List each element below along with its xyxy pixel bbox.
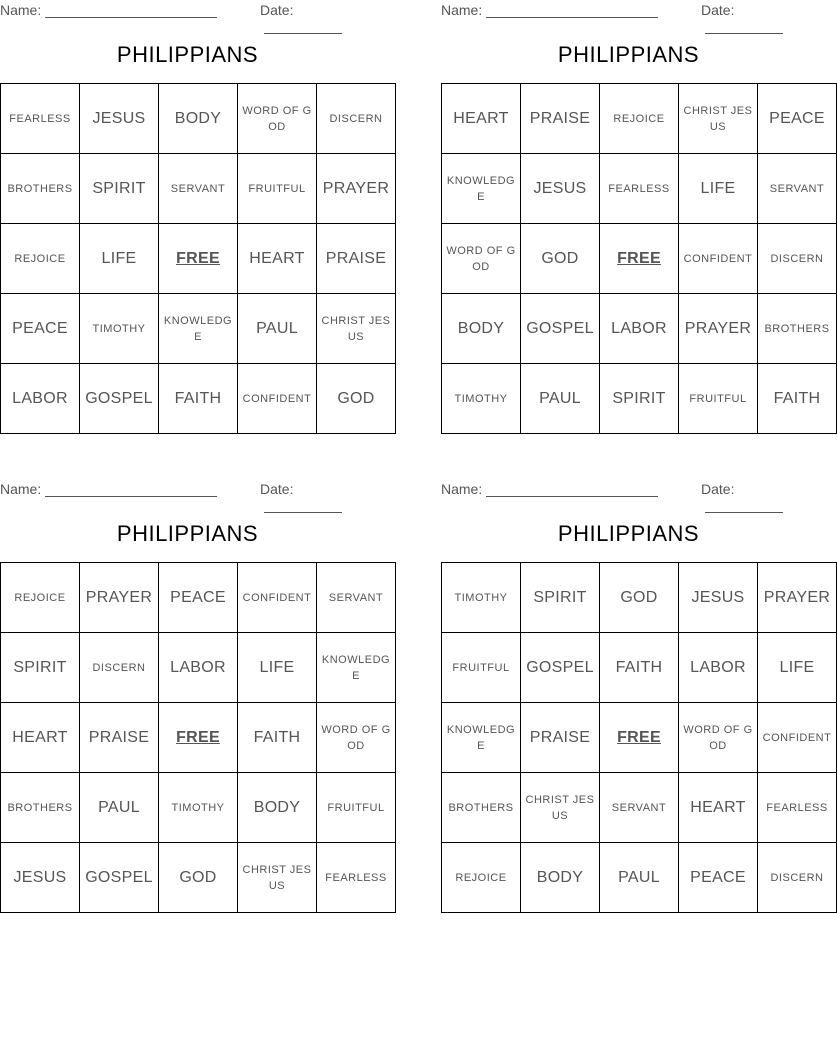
bingo-cell: PEACE [679, 843, 758, 913]
bingo-cell: BODY [442, 294, 521, 364]
bingo-cell: BODY [159, 84, 238, 154]
bingo-cell: GOD [600, 563, 679, 633]
bingo-cell: PRAISE [521, 84, 600, 154]
bingo-cell: BROTHERS [442, 773, 521, 843]
bingo-cell: REJOICE [600, 84, 679, 154]
bingo-cell: CONFIDENT [238, 364, 317, 434]
grid-row [1, 154, 396, 224]
bingo-cell: KNOWLEDGE [159, 294, 238, 364]
grid-row [1, 633, 396, 703]
bingo-cell: LABOR [600, 294, 679, 364]
bingo-cell: LIFE [80, 224, 159, 294]
bingo-grid [441, 83, 837, 434]
grid-row [442, 364, 837, 434]
date-line [705, 21, 783, 34]
bingo-card-1 [0, 0, 391, 407]
bingo-cell: FAITH [600, 633, 679, 703]
grid-row [1, 364, 396, 434]
bingo-cell: LIFE [238, 633, 317, 703]
bingo-cell: FREE [159, 703, 238, 773]
bingo-cell: DISCERN [317, 84, 396, 154]
bingo-cell: PRAYER [679, 294, 758, 364]
bingo-cell: FRUITFUL [238, 154, 317, 224]
card-header [441, 479, 816, 501]
bingo-cell: JESUS [679, 563, 758, 633]
bingo-cell: TIMOTHY [80, 294, 159, 364]
grid-row [442, 843, 837, 913]
bingo-cell: BROTHERS [1, 154, 80, 224]
date-line [264, 500, 342, 513]
bingo-cell: TIMOTHY [159, 773, 238, 843]
bingo-cell: PEACE [159, 563, 238, 633]
bingo-cell: CONFIDENT [758, 703, 837, 773]
bingo-cell: FAITH [758, 364, 837, 434]
name-label: Name: [441, 481, 483, 497]
bingo-cell: SERVANT [758, 154, 837, 224]
card-header [441, 0, 816, 22]
grid-row [1, 703, 396, 773]
name-label: Name: [0, 481, 42, 497]
bingo-cell: REJOICE [442, 843, 521, 913]
bingo-cell: KNOWLEDGE [442, 703, 521, 773]
name-line [486, 5, 658, 18]
card-title: PHILIPPIANS [557, 42, 700, 67]
bingo-cell: FAITH [238, 703, 317, 773]
name-line [45, 484, 217, 497]
bingo-cell: CHRIST JESUS [521, 773, 600, 843]
bingo-cell: FEARLESS [758, 773, 837, 843]
card-title: PHILIPPIANS [116, 42, 259, 67]
date-label: Date: [701, 481, 735, 497]
grid-row [442, 703, 837, 773]
grid-row [442, 633, 837, 703]
name-label: Name: [0, 2, 42, 18]
bingo-cell: JESUS [521, 154, 600, 224]
grid-row [1, 843, 396, 913]
bingo-card-2 [441, 0, 830, 407]
bingo-card-4 [441, 479, 832, 886]
bingo-cell: SPIRIT [521, 563, 600, 633]
bingo-cell: BODY [238, 773, 317, 843]
grid-row [1, 294, 396, 364]
bingo-cell: GOSPEL [521, 294, 600, 364]
bingo-cell: PRAYER [80, 563, 159, 633]
grid-row [1, 773, 396, 843]
name-line [45, 5, 217, 18]
bingo-cell: FRUITFUL [442, 633, 521, 703]
bingo-cell: DISCERN [758, 843, 837, 913]
bingo-cell: LIFE [679, 154, 758, 224]
bingo-cell: PEACE [758, 84, 837, 154]
bingo-cell: BODY [521, 843, 600, 913]
bingo-cell: CONFIDENT [679, 224, 758, 294]
bingo-cell: CHRIST JESUS [679, 84, 758, 154]
bingo-cell: FRUITFUL [679, 364, 758, 434]
bingo-cell: LABOR [159, 633, 238, 703]
bingo-cell: GOSPEL [80, 843, 159, 913]
bingo-cell: TIMOTHY [442, 364, 521, 434]
card-title: PHILIPPIANS [557, 521, 700, 546]
grid-row [1, 563, 396, 633]
bingo-cell: LIFE [758, 633, 837, 703]
bingo-cell: FAITH [159, 364, 238, 434]
bingo-cell: LABOR [1, 364, 80, 434]
date-line [264, 21, 342, 34]
bingo-cell: FREE [600, 224, 679, 294]
bingo-cell: HEART [238, 224, 317, 294]
card-header [0, 0, 375, 22]
bingo-cell: HEART [442, 84, 521, 154]
grid-row [442, 294, 837, 364]
bingo-cell: REJOICE [1, 224, 80, 294]
bingo-cell: GOSPEL [80, 364, 159, 434]
bingo-cell: LABOR [679, 633, 758, 703]
bingo-cell: JESUS [1, 843, 80, 913]
bingo-cell: FREE [600, 703, 679, 773]
bingo-cell: PRAYER [317, 154, 396, 224]
date-label: Date: [260, 481, 294, 497]
bingo-cell: PAUL [521, 364, 600, 434]
bingo-cell: SERVANT [159, 154, 238, 224]
bingo-cell: FEARLESS [1, 84, 80, 154]
grid-row [442, 224, 837, 294]
grid-row [1, 224, 396, 294]
date-label: Date: [701, 2, 735, 18]
bingo-cell: SERVANT [317, 563, 396, 633]
bingo-cell: TIMOTHY [442, 563, 521, 633]
grid-row [442, 84, 837, 154]
bingo-cell: SPIRIT [1, 633, 80, 703]
card-header [0, 479, 375, 501]
name-label: Name: [441, 2, 483, 18]
bingo-cell: WORD OF GOD [317, 703, 396, 773]
bingo-cell: SPIRIT [80, 154, 159, 224]
grid-row [442, 773, 837, 843]
bingo-cell: DISCERN [758, 224, 837, 294]
bingo-cell: JESUS [80, 84, 159, 154]
bingo-cell: SPIRIT [600, 364, 679, 434]
bingo-grid [441, 562, 837, 913]
date-label: Date: [260, 2, 294, 18]
bingo-cell: CHRIST JESUS [317, 294, 396, 364]
bingo-grid [0, 83, 396, 434]
bingo-cell: PAUL [238, 294, 317, 364]
bingo-cell: PEACE [1, 294, 80, 364]
bingo-cell: HEART [1, 703, 80, 773]
bingo-cell: WORD OF GOD [679, 703, 758, 773]
bingo-cell: WORD OF GOD [238, 84, 317, 154]
bingo-cell: PAUL [80, 773, 159, 843]
bingo-cell: KNOWLEDGE [317, 633, 396, 703]
bingo-grid [0, 562, 396, 913]
bingo-card-3 [0, 479, 391, 892]
bingo-cell: GOD [159, 843, 238, 913]
bingo-cell: CONFIDENT [238, 563, 317, 633]
bingo-cell: PRAISE [521, 703, 600, 773]
bingo-cell: FEARLESS [600, 154, 679, 224]
bingo-cell: BROTHERS [1, 773, 80, 843]
bingo-cell: DISCERN [80, 633, 159, 703]
bingo-cell: REJOICE [1, 563, 80, 633]
name-line [486, 484, 658, 497]
bingo-cell: SERVANT [600, 773, 679, 843]
grid-row [442, 154, 837, 224]
bingo-cell: PRAISE [317, 224, 396, 294]
bingo-cell: GOD [317, 364, 396, 434]
grid-row [1, 84, 396, 154]
bingo-cell: WORD OF GOD [442, 224, 521, 294]
bingo-cell: PRAYER [758, 563, 837, 633]
grid-row [442, 563, 837, 633]
bingo-cell: FEARLESS [317, 843, 396, 913]
bingo-cell: HEART [679, 773, 758, 843]
bingo-cell: FREE [159, 224, 238, 294]
bingo-cell: CHRIST JESUS [238, 843, 317, 913]
card-title: PHILIPPIANS [116, 521, 259, 546]
bingo-cell: BROTHERS [758, 294, 837, 364]
bingo-cell: GOD [521, 224, 600, 294]
bingo-cell: PAUL [600, 843, 679, 913]
bingo-cell: PRAISE [80, 703, 159, 773]
bingo-cell: GOSPEL [521, 633, 600, 703]
bingo-cell: FRUITFUL [317, 773, 396, 843]
date-line [705, 500, 783, 513]
bingo-cell: KNOWLEDGE [442, 154, 521, 224]
